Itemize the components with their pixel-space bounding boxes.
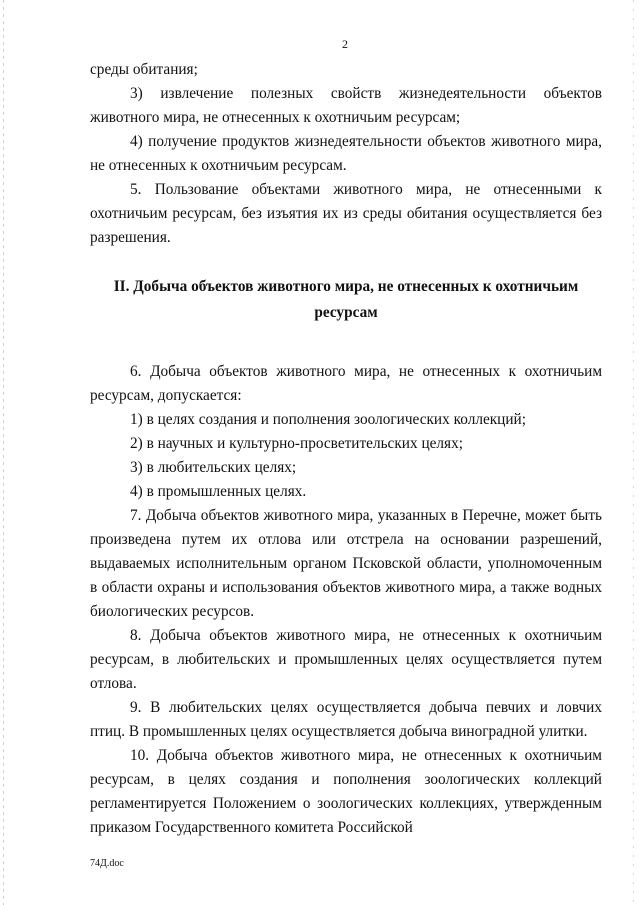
paragraph-clause-5: 5. Пользование объектами животного мира, не отнесенными к охотничьим ресурсам, без изъятия их из среды обитания осуществляется без разрешения. [90,181,602,246]
list-item-2: 2) в научных и культурно-просветительских целях; [130,435,463,452]
paragraph-clause-8: 8. Добыча объектов животного мира, не отнесенных к охотничьим ресурсам, в любительских и промышленных целях осуществляется путем отлова. [90,627,602,692]
list-item-3: 3) в любительских целях; [130,459,297,476]
section-heading-line-1: II. Добыча объектов животного мира, не отнесенных к охотничьим [113,278,579,295]
list-item-1: 1) в целях создания и пополнения зоологических коллекций; [130,411,526,428]
footer-filename: 74Д.doc [90,858,124,869]
paragraph-item-4: 4) получение продуктов жизнедеятельности объектов животного мира, не отнесенных к охотничьим ресурсам. [90,133,602,174]
paragraph-clause-6: 6. Добыча объектов животного мира, не отнесенных к охотничьим ресурсам, допускается: [90,363,602,404]
paragraph-item-3: 3) извлечение полезных свойств жизнедеятельности объектов животного мира, не отнесенных к охотничьим ресурсам; [90,85,602,126]
document-body [90,58,602,840]
scan-edge-right [633,0,634,905]
paragraph-clause-10: 10. Добыча объектов животного мира, не отнесенных к охотничьим ресурсам, в целях создания и пополнения зоологических коллекций регламентируется Положением о зоологических коллекциях, утвержденным приказом Государственного комитета Российской [90,747,602,836]
paragraph-clause-7: 7. Добыча объектов животного мира, указанных в Перечне, может быть произведена путем их отлова или отстрела на основании разрешений, выдаваемых исполнительным органом Псковской области, уполномоченным в области охраны и использования объектов животного мира, а также водных биологических ресурсов. [90,507,602,620]
section-heading-line-2: ресурсам [314,304,378,321]
paragraph-continuation: среды обитания; [90,61,198,78]
page-number: 2 [342,37,348,51]
list-item-4: 4) в промышленных целях. [130,483,307,500]
paragraph-clause-9: 9. В любительских целях осуществляется добыча певчих и ловчих птиц. В промышленных целях осуществляется добыча виноградной улитки. [90,699,602,740]
section-heading [90,274,602,326]
scan-edge-left [3,0,4,905]
